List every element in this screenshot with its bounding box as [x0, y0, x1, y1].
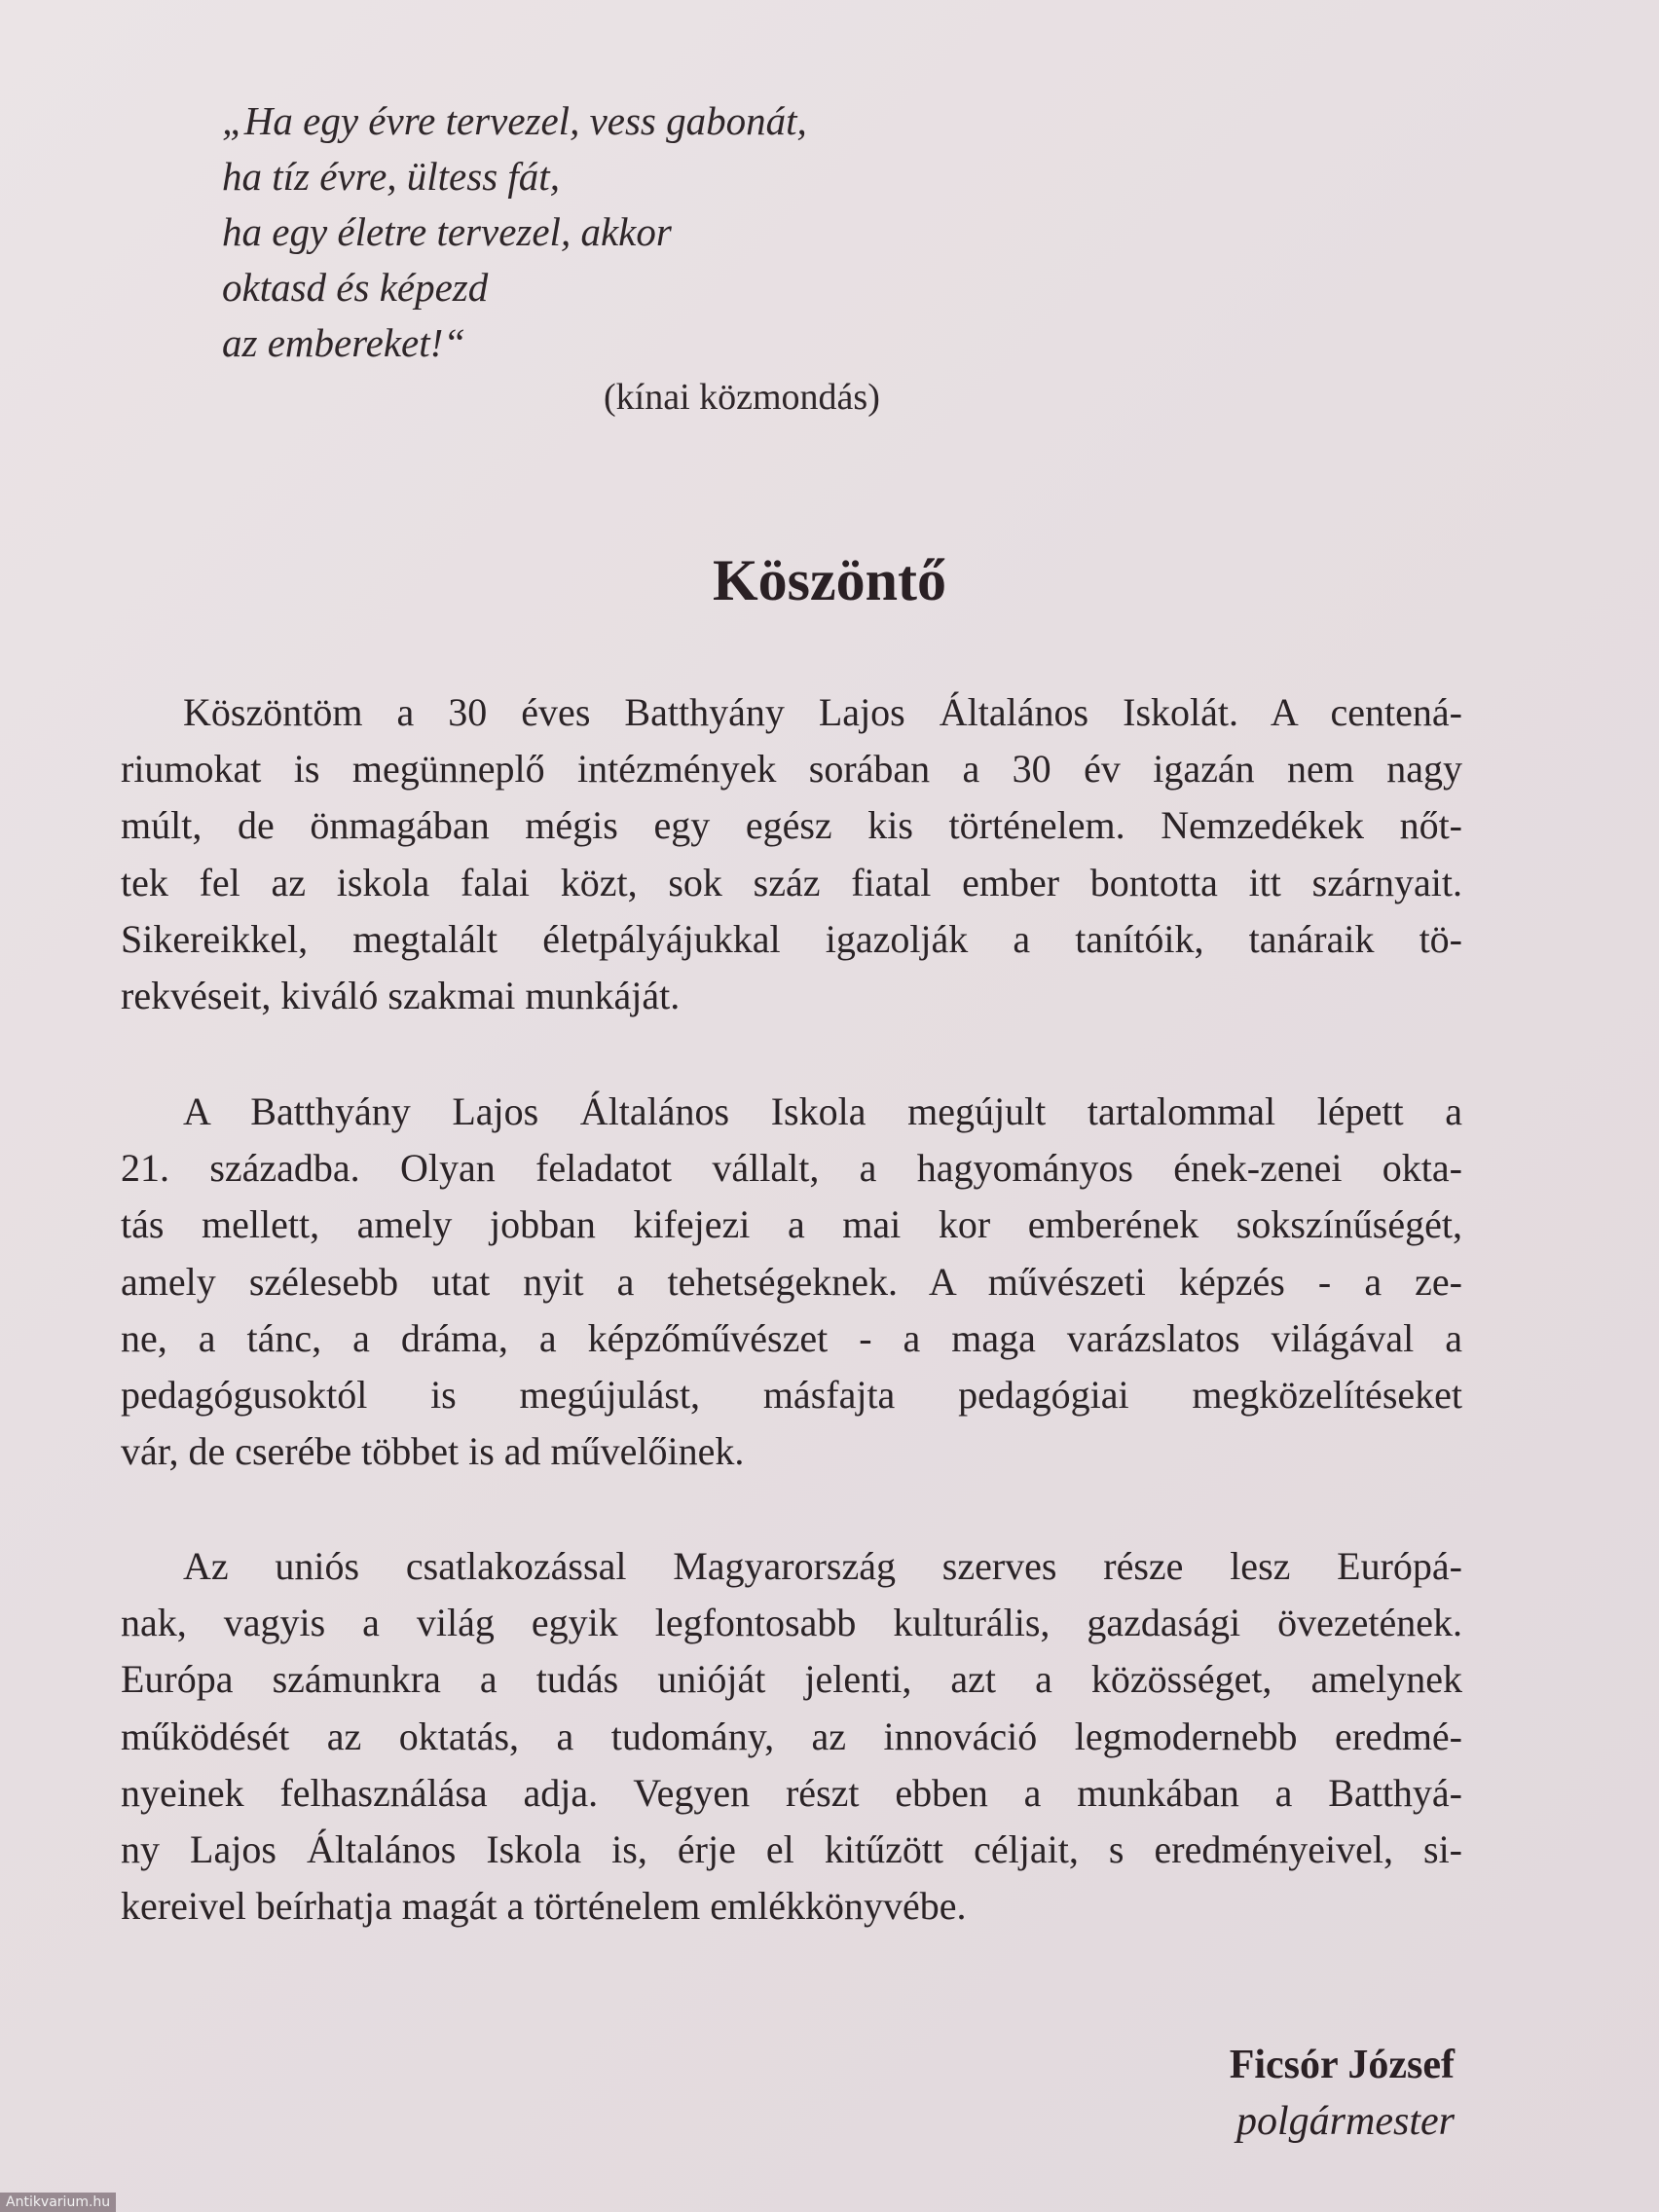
text-line: pedagógusoktól is megújulást, másfajta pedagógiai megközelítéseket — [121, 1373, 1462, 1418]
text-line: nyeinek felhasználása adja. Vegyen részt ebben a munkában a Batthyá- — [121, 1770, 1462, 1815]
signature-block — [1230, 2037, 1455, 2150]
watermark-label: Antikvarium.hu — [0, 2193, 116, 2212]
paragraph — [121, 1084, 1462, 1480]
text-line: Az uniós csatlakozással Magyarország szerves része lesz Európá- — [183, 1544, 1462, 1588]
text-line: ne, a tánc, a dráma, a képzőművészet - a maga varázslatos világával a — [121, 1315, 1462, 1360]
text-line: rekvéseit, kiváló szakmai munkáját. — [121, 974, 681, 1018]
text-line: múlt, de önmagában mégis egy egész kis történelem. Nemzedékek nőt- — [121, 803, 1462, 848]
text-line: 21. századba. Olyan feladatot vállalt, a hagyományos ének-zenei okta- — [121, 1146, 1462, 1191]
paragraph — [121, 684, 1462, 1024]
text-line: vár, de cserébe többet is ad művelőinek. — [121, 1429, 745, 1474]
text-line: Köszöntöm a 30 éves Batthyány Lajos Általános Iskolát. A centená- — [183, 690, 1462, 734]
text-line: tás mellett, amely jobban kifejezi a mai kor emberének sokszínűségét, — [121, 1202, 1462, 1247]
signature-name: Ficsór József — [1229, 2043, 1455, 2087]
paragraph — [121, 1538, 1462, 1935]
motto-source: (kínai közmondás) — [604, 377, 880, 418]
signature-role: polgármester — [1236, 2099, 1455, 2144]
text-line: ny Lajos Általános Iskola is, érje el kitűzött céljait, s eredményeivel, si- — [121, 1827, 1462, 1872]
text-line: Sikereikkel, megtalált életpályájukkal igazolják a tanítóik, tanáraik tö- — [121, 916, 1462, 961]
text-line: működését az oktatás, a tudomány, az innováció legmodernebb eredmé- — [121, 1714, 1462, 1758]
motto-line: ha egy életre tervezel, akkor — [222, 209, 672, 254]
text-line: A Batthyány Lajos Általános Iskola megújult tartalommal lépett a — [183, 1089, 1462, 1133]
motto-line: ha tíz évre, ültess fát, — [222, 154, 560, 199]
text-line: kereivel beírhatja magát a történelem emlékkönyvébe. — [121, 1884, 967, 1929]
motto-line: oktasd és képezd — [222, 265, 489, 310]
text-line: nak, vagyis a világ egyik legfontosabb kulturális, gazdasági övezetének. — [121, 1601, 1462, 1645]
text-line: Európa számunkra a tudás unióját jelenti, azt a közösséget, amelynek — [121, 1657, 1462, 1702]
motto-line: „Ha egy évre tervezel, vess gabonát, — [222, 98, 807, 143]
text-line: amely szélesebb utat nyit a tehetségeknek. A művészeti képzés - a ze- — [121, 1259, 1462, 1304]
text-line: tek fel az iskola falai közt, sok száz fiatal ember bontotta itt szárnyait. — [121, 860, 1462, 904]
page-title: Köszöntő — [713, 548, 946, 612]
motto-quote — [222, 93, 962, 371]
motto-line: az embereket!“ — [222, 320, 466, 365]
text-line: riumokat is megünneplő intézmények sorában a 30 év igazán nem nagy — [121, 747, 1462, 792]
